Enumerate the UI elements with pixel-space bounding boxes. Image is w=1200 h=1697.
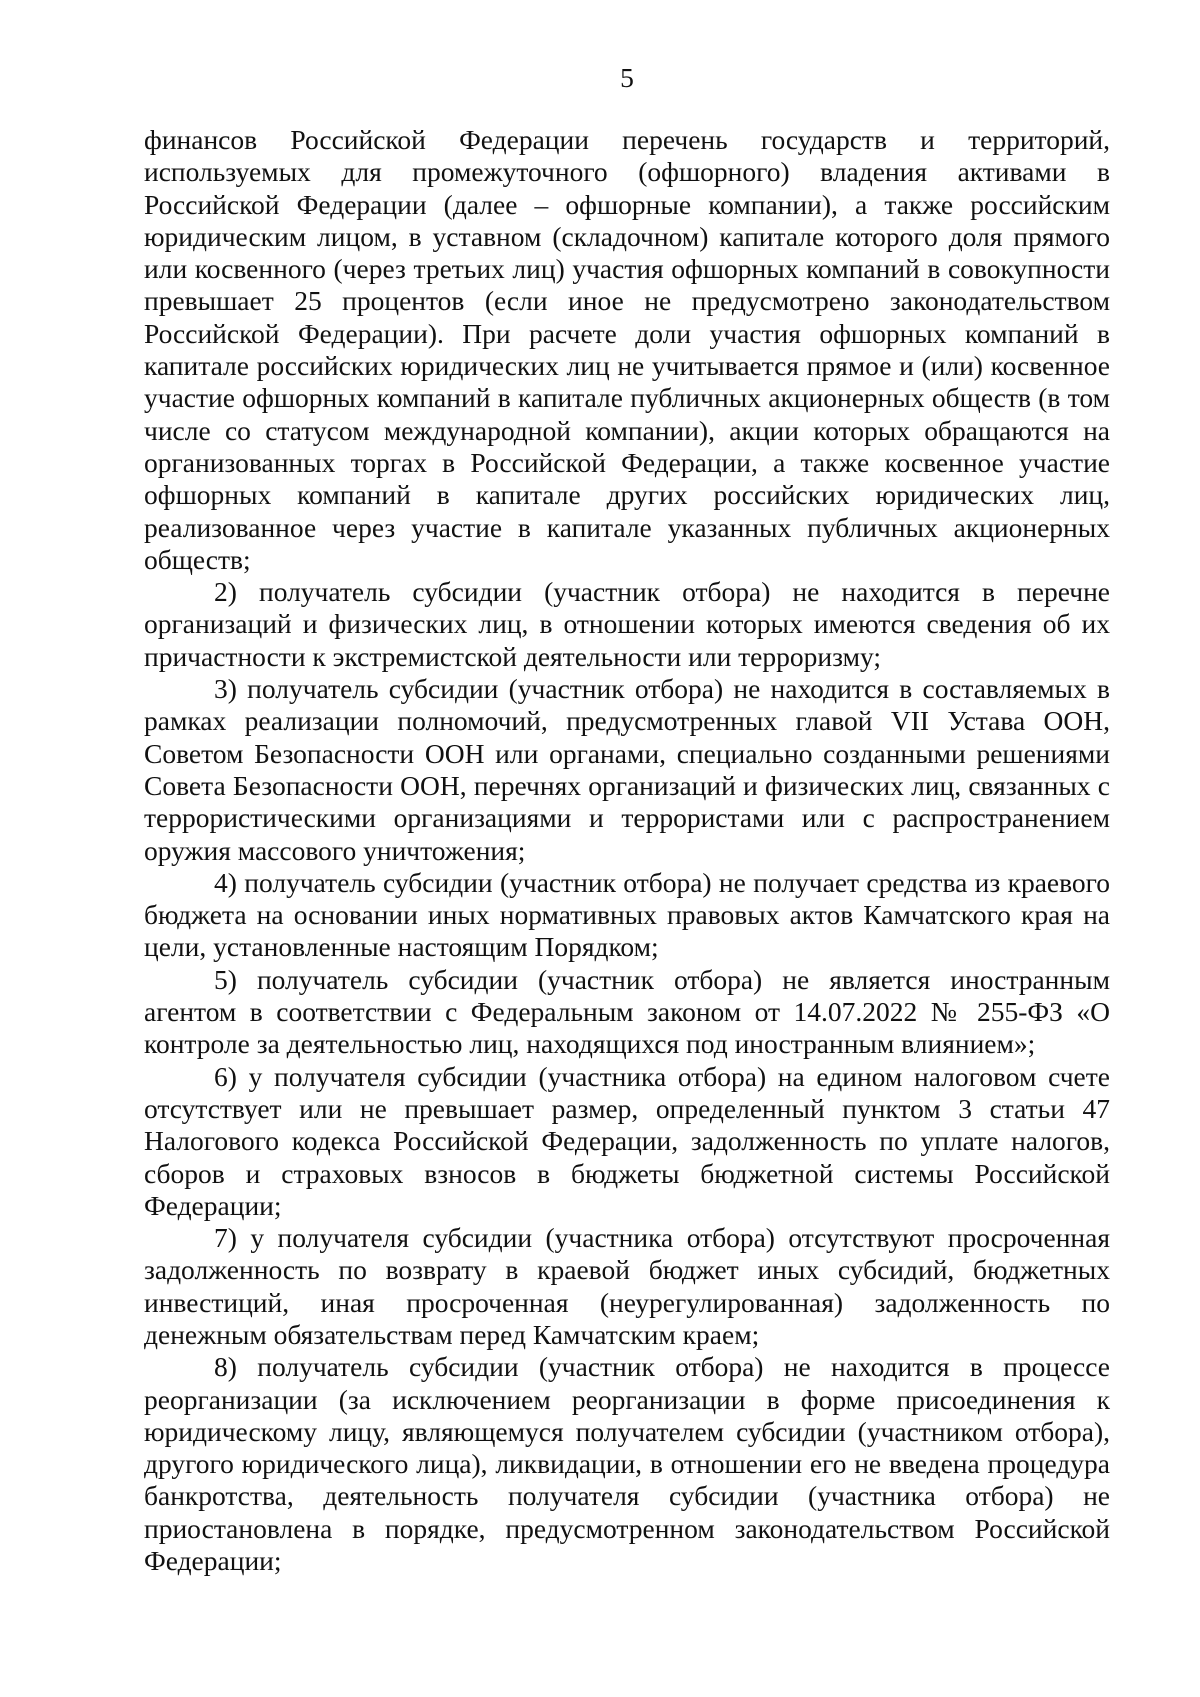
paragraph-offshore-continuation: финансов Российской Федерации перечень государств и территорий, используемых для промежуточного (офшорного) владения активами в Российской Федерации (далее – офшорные компании), а также российским юридическим лицом, в уставном (складочном) капитале которого доля прямого или косвенного (через третьих лиц) участия офшорных компаний в совокупности превышает 25 процентов (если иное не предусмотрено законодательством Российской Федерации). При расчете доли участия офшорных компаний в капитале российских юридических лиц не учитывается прямое и (или) косвенное участие офшорных компаний в капитале публичных акционерных обществ (в том числе со статусом международной компании), акции которых обращаются на организованных торгах в Российской Федерации, а также косвенное участие офшорных компаний в капитале других российских юридических лиц, реализованное через участие в капитале указанных публичных акционерных обществ;	[144, 124, 1110, 575]
paragraph-item-6: 6) у получателя субсидии (участника отбора) на едином налоговом счете отсутствует или не превышает размер, определенный пунктом 3 статьи 47 Налогового кодекса Российской Федерации, задолженность по уплате налогов, сборов и страховых взносов в бюджеты бюджетной системы Российской Федерации;	[144, 1060, 1110, 1221]
paragraph-item-7: 7) у получателя субсидии (участника отбора) отсутствуют просроченная задолженность по возврату в краевой бюджет иных субсидий, бюджетных инвестиций, иная просроченная (неурегулированная) задолженность по денежным обязательствам перед Камчатским краем;	[144, 1222, 1110, 1350]
paragraph-item-2: 2) получатель субсидии (участник отбора) не находится в перечне организаций и физических лиц, в отношении которых имеются сведения об их причастности к экстремистской деятельности или терроризму;	[144, 576, 1110, 672]
paragraph-item-5: 5) получатель субсидии (участник отбора) не является иностранным агентом в соответствии с Федеральным законом от 14.07.2022 № 255-ФЗ «О контроле за деятельностью лиц, находящихся под иностранным влиянием»;	[144, 963, 1110, 1060]
paragraph-item-4: 4) получатель субсидии (участник отбора) не получает средства из краевого бюджета на основании иных нормативных правовых актов Камчатского края на цели, установленные настоящим Порядком;	[144, 866, 1110, 963]
page-number: 5	[620, 62, 634, 93]
document-body	[144, 124, 1110, 1577]
paragraph-item-3: 3) получатель субсидии (участник отбора) не находится в составляемых в рамках реализации полномочий, предусмотренных главой VII Устава ООН, Советом Безопасности ООН или органами, специально созданными решениями Совета Безопасности ООН, перечнях организаций и физических лиц, связанных с террористическими организациями и террористами или с распространением оружия массового уничтожения;	[144, 673, 1110, 866]
paragraph-item-8: 8) получатель субсидии (участник отбора) не находится в процессе реорганизации (за исключением реорганизации в форме присоединения к юридическому лицу, являющемуся получателем субсидии (участником отбора), другого юридического лица), ликвидации, в отношении его не введена процедура банкротства, деятельность получателя субсидии (участника отбора) не приостановлена в порядке, предусмотренном законодательством Российской Федерации;	[144, 1351, 1110, 1577]
